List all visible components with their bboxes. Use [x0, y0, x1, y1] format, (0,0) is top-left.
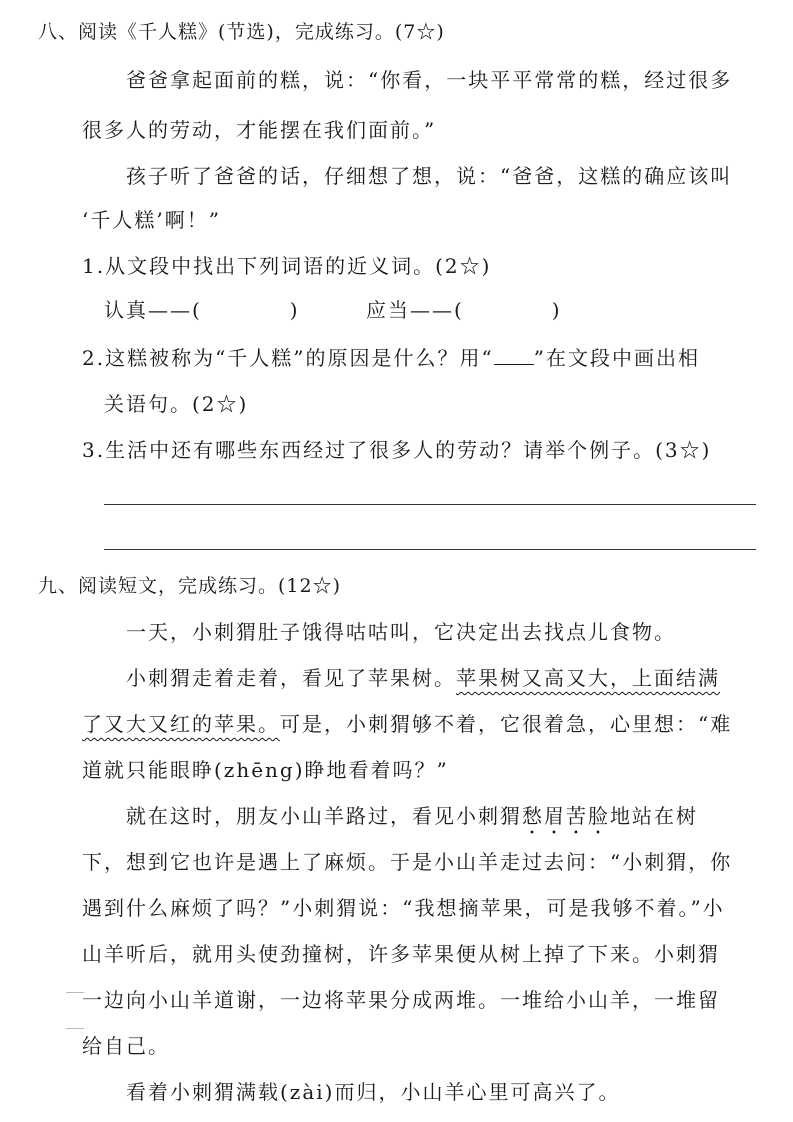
- s9-p1: 一天，小刺猬肚子饿得咕咕叫，它决定出去找点儿食物。: [126, 620, 676, 644]
- s9-p3-line5: 一边向小山羊道谢，一边将苹果分成两堆。一堆给小山羊，一堆留: [82, 988, 720, 1012]
- scan-margin-mark: [66, 1028, 84, 1029]
- s9-p2-line1: [126, 664, 720, 692]
- section9-heading: 九、阅读短文，完成练习。(12☆): [38, 575, 342, 597]
- s8-para2-line1: 孩子听了爸爸的话，仔细想了想，说：“爸爸，这糕的确应该叫: [126, 164, 733, 188]
- q3-answer-line-1[interactable]: [104, 504, 756, 505]
- q1-text: 1.从文段中找出下列词语的近义词。(2☆): [82, 254, 492, 278]
- s9-p3-dotted-word: 愁眉苦脸: [522, 804, 610, 828]
- s9-p3-line2: 下，想到它也许是遇上了麻烦。于是小山羊走过去问：“小刺猬，你: [82, 850, 733, 874]
- s8-para1-line2: 很多人的劳动，才能摆在我们面前。”: [82, 118, 437, 142]
- s9-p3-text-a: 就在这时，朋友小山羊路过，看见小刺猬: [126, 804, 522, 828]
- s8-para2-line2: ‘千人糕’啊！”: [82, 208, 221, 232]
- q3-text: 3.生活中还有哪些东西经过了很多人的劳动？请举个例子。(3☆): [82, 438, 712, 462]
- q1-item-yingdang: 应当——( ): [366, 298, 562, 322]
- q2-blank: [494, 346, 534, 365]
- s9-p3-line6: 给自己。: [82, 1034, 170, 1058]
- s9-p2-text-d: 可是，小刺猬够不着，它很着急，心里想：“难: [280, 712, 733, 736]
- scan-margin-mark: [66, 992, 84, 993]
- s9-p2-line3: 道就只能眼睁(zhēng)睁地看着吗？”: [82, 758, 449, 782]
- s9-p4: 看着小刺猬满载(zài)而归，小山羊心里可高兴了。: [126, 1080, 621, 1104]
- s9-p3-line4: 山羊听后，就用头使劲撞树，许多苹果便从树上掉了下来。小刺猬: [82, 942, 720, 966]
- s9-p2-wavy-sentence-a: 苹果树又高又大，上面结满: [456, 666, 720, 690]
- section8-heading: 八、阅读《千人糕》(节选)，完成练习。(7☆): [38, 21, 445, 43]
- s8-para1-line1: 爸爸拿起面前的糕，说：“你看，一块平平常常的糕，经过很多: [126, 68, 733, 92]
- q2-text-part2: ”在文段中画出相: [533, 346, 700, 370]
- s9-p2-wavy-sentence-b: 了又大又红的苹果。: [82, 712, 280, 736]
- q1-item-renzhen: 认真——( ): [104, 298, 300, 322]
- s9-p2-line2: [82, 710, 732, 738]
- s9-p3-line1: [126, 802, 698, 839]
- s9-p3-text-c: 地站在树: [610, 804, 698, 828]
- s9-p2-text-a: 小刺猬走着走着，看见了苹果树。: [126, 666, 456, 690]
- q3-answer-line-2[interactable]: [104, 549, 756, 550]
- q2-text-line2: 关语句。(2☆): [104, 392, 249, 416]
- q2-text-part1: 2.这糕被称为“千人糕”的原因是什么？用“: [82, 346, 494, 370]
- q2-text: [82, 344, 700, 372]
- s9-p3-line3: 遇到什么麻烦了吗？”小刺猬说：“我想摘苹果，可是我够不着。”小: [82, 896, 725, 920]
